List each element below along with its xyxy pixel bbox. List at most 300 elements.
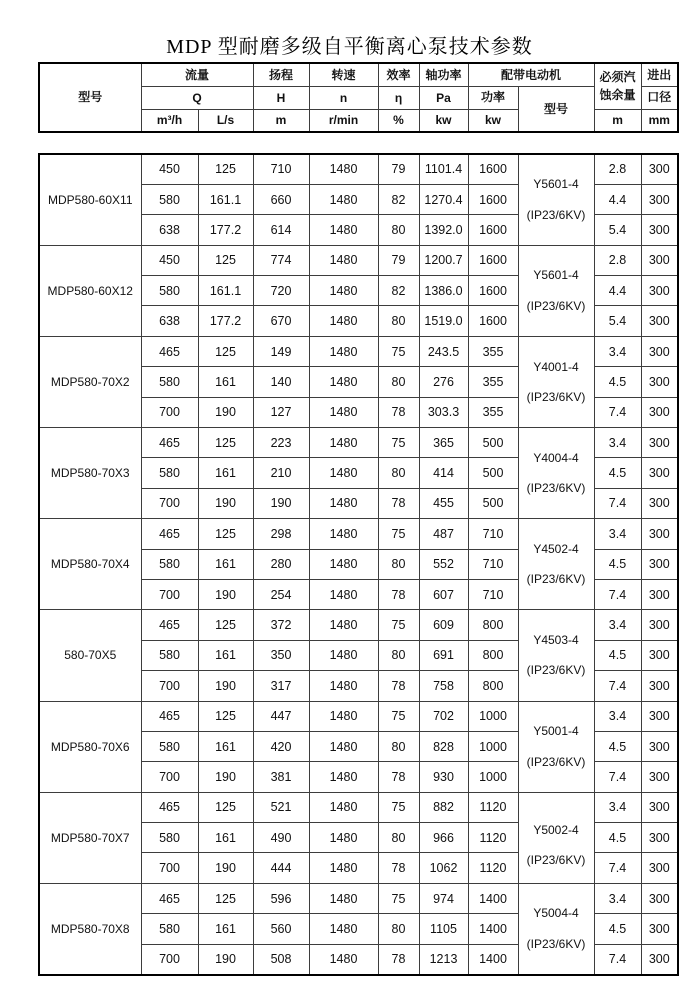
data-cell: 700 — [141, 853, 198, 883]
data-cell: 4.4 — [594, 276, 641, 306]
data-cell: 3.4 — [594, 519, 641, 549]
header-cell-motor-power: 功率 — [468, 86, 518, 109]
data-cell: 700 — [141, 579, 198, 609]
data-cell: 125 — [198, 245, 253, 275]
spec-data-table — [38, 153, 679, 976]
data-cell: 455 — [419, 488, 468, 518]
data-cell: 1270.4 — [419, 184, 468, 214]
data-cell: 300 — [641, 215, 678, 245]
data-cell: 552 — [419, 549, 468, 579]
data-cell: 80 — [378, 731, 419, 761]
data-cell: 190 — [198, 853, 253, 883]
data-cell: 1480 — [309, 762, 378, 792]
data-cell: 300 — [641, 306, 678, 336]
data-cell: 300 — [641, 428, 678, 458]
data-cell: 161 — [198, 367, 253, 397]
data-cell: 82 — [378, 184, 419, 214]
header-cell-flow-unit-ls: L/s — [198, 109, 253, 132]
motor-model-text: Y4001-4 — [533, 359, 579, 374]
data-cell: 1386.0 — [419, 276, 468, 306]
data-cell: 190 — [198, 944, 253, 974]
data-cell: 300 — [641, 184, 678, 214]
data-cell: 465 — [141, 336, 198, 366]
data-cell: 190 — [198, 762, 253, 792]
data-cell: 355 — [468, 397, 518, 427]
motor-model-cell — [518, 701, 594, 792]
motor-protection-text: (IP23/6KV) — [526, 663, 586, 678]
data-cell: 82 — [378, 276, 419, 306]
data-cell: 3.4 — [594, 610, 641, 640]
data-cell: 80 — [378, 367, 419, 397]
data-cell: 930 — [419, 762, 468, 792]
data-cell: 190 — [198, 579, 253, 609]
data-cell: 1480 — [309, 792, 378, 822]
data-cell: 444 — [253, 853, 309, 883]
header-cell-flow-symbol: Q — [141, 86, 253, 109]
data-cell: 177.2 — [198, 215, 253, 245]
header-cell-shaft-power-unit: kw — [419, 109, 468, 132]
header-cell-npsh: 必须汽蚀余量 — [594, 63, 641, 109]
data-cell: 303.3 — [419, 397, 468, 427]
data-cell: 1400 — [468, 914, 518, 944]
data-cell: 1120 — [468, 792, 518, 822]
data-cell: 300 — [641, 245, 678, 275]
data-cell: 1200.7 — [419, 245, 468, 275]
data-cell: 1600 — [468, 215, 518, 245]
data-cell: 700 — [141, 671, 198, 701]
data-cell: 1480 — [309, 671, 378, 701]
motor-protection-text: (IP23/6KV) — [526, 754, 586, 769]
data-cell: 521 — [253, 792, 309, 822]
data-cell: 190 — [253, 488, 309, 518]
data-cell: 1120 — [468, 853, 518, 883]
data-cell: 161.1 — [198, 184, 253, 214]
data-cell: 3.4 — [594, 883, 641, 913]
data-cell: 1600 — [468, 154, 518, 184]
data-cell: 465 — [141, 428, 198, 458]
data-cell: 580 — [141, 184, 198, 214]
data-cell: 1400 — [468, 944, 518, 974]
data-cell: 125 — [198, 701, 253, 731]
data-cell: 882 — [419, 792, 468, 822]
data-cell: 300 — [641, 792, 678, 822]
data-cell: 4.5 — [594, 367, 641, 397]
data-cell: 447 — [253, 701, 309, 731]
data-cell: 1480 — [309, 610, 378, 640]
data-cell: 700 — [141, 944, 198, 974]
data-cell: 1480 — [309, 428, 378, 458]
data-cell: 710 — [468, 549, 518, 579]
data-cell: 974 — [419, 883, 468, 913]
data-cell: 80 — [378, 215, 419, 245]
data-cell: 1480 — [309, 397, 378, 427]
header-cell-motor-power-unit: kw — [468, 109, 518, 132]
data-cell: 580 — [141, 640, 198, 670]
data-cell: 7.4 — [594, 488, 641, 518]
model-cell: 580-70X5 — [39, 610, 141, 701]
data-cell: 508 — [253, 944, 309, 974]
data-cell: 125 — [198, 883, 253, 913]
data-cell: 1480 — [309, 245, 378, 275]
table-row — [39, 154, 678, 184]
motor-model-text: Y4502-4 — [533, 541, 579, 556]
data-cell: 1480 — [309, 579, 378, 609]
data-cell: 300 — [641, 944, 678, 974]
header-cell-flow: 流量 — [141, 63, 253, 86]
motor-model-cell — [518, 428, 594, 519]
model-cell: MDP580-70X7 — [39, 792, 141, 883]
header-cell-head-unit: m — [253, 109, 309, 132]
data-cell: 580 — [141, 458, 198, 488]
data-cell: 1480 — [309, 914, 378, 944]
data-cell: 465 — [141, 883, 198, 913]
motor-model-text: Y4503-4 — [533, 633, 579, 648]
data-cell: 80 — [378, 458, 419, 488]
header-cell-flow-unit-m3h: m³/h — [141, 109, 198, 132]
header-cell-port-line2: 口径 — [641, 86, 678, 109]
data-cell: 300 — [641, 823, 678, 853]
data-cell: 1519.0 — [419, 306, 468, 336]
data-cell: 5.4 — [594, 306, 641, 336]
data-cell: 1600 — [468, 306, 518, 336]
data-cell: 4.5 — [594, 549, 641, 579]
data-cell: 1000 — [468, 731, 518, 761]
data-cell: 1600 — [468, 184, 518, 214]
model-cell: MDP580-70X6 — [39, 701, 141, 792]
data-cell: 3.4 — [594, 701, 641, 731]
data-cell: 355 — [468, 367, 518, 397]
motor-protection-text: (IP23/6KV) — [526, 853, 586, 868]
data-cell: 161 — [198, 914, 253, 944]
data-cell: 78 — [378, 671, 419, 701]
data-cell: 1480 — [309, 640, 378, 670]
table-row — [39, 701, 678, 731]
data-cell: 500 — [468, 428, 518, 458]
data-cell: 7.4 — [594, 671, 641, 701]
model-cell: MDP580-70X8 — [39, 883, 141, 974]
data-cell: 298 — [253, 519, 309, 549]
data-cell: 580 — [141, 276, 198, 306]
data-cell: 450 — [141, 154, 198, 184]
data-cell: 300 — [641, 671, 678, 701]
data-cell: 609 — [419, 610, 468, 640]
data-cell: 1480 — [309, 944, 378, 974]
data-cell: 465 — [141, 792, 198, 822]
data-cell: 161 — [198, 549, 253, 579]
data-cell: 79 — [378, 154, 419, 184]
data-cell: 381 — [253, 762, 309, 792]
data-cell: 7.4 — [594, 853, 641, 883]
page-title: MDP 型耐磨多级自平衡离心泵技术参数 — [166, 36, 533, 58]
data-cell: 691 — [419, 640, 468, 670]
header-cell-speed: 转速 — [309, 63, 378, 86]
data-cell: 300 — [641, 853, 678, 883]
spec-header-table — [38, 62, 679, 133]
model-cell: MDP580-70X2 — [39, 336, 141, 427]
data-cell: 1480 — [309, 336, 378, 366]
data-cell: 7.4 — [594, 762, 641, 792]
header-cell-speed-unit: r/min — [309, 109, 378, 132]
motor-model-cell — [518, 519, 594, 610]
data-cell: 710 — [468, 519, 518, 549]
data-cell: 1120 — [468, 823, 518, 853]
motor-protection-text: (IP23/6KV) — [526, 389, 586, 404]
data-cell: 125 — [198, 610, 253, 640]
data-cell: 80 — [378, 549, 419, 579]
data-cell: 125 — [198, 154, 253, 184]
data-cell: 4.5 — [594, 914, 641, 944]
header-cell-efficiency: 效率 — [378, 63, 419, 86]
data-cell: 3.4 — [594, 792, 641, 822]
data-cell: 720 — [253, 276, 309, 306]
data-cell: 4.5 — [594, 458, 641, 488]
data-cell: 800 — [468, 640, 518, 670]
header-cell-port-line1: 进出 — [641, 63, 678, 86]
data-cell: 450 — [141, 245, 198, 275]
data-cell: 580 — [141, 549, 198, 579]
data-cell: 350 — [253, 640, 309, 670]
data-cell: 660 — [253, 184, 309, 214]
data-cell: 1392.0 — [419, 215, 468, 245]
data-cell: 300 — [641, 397, 678, 427]
data-cell: 580 — [141, 823, 198, 853]
data-cell: 1480 — [309, 519, 378, 549]
data-cell: 7.4 — [594, 944, 641, 974]
data-cell: 670 — [253, 306, 309, 336]
data-cell: 78 — [378, 397, 419, 427]
data-cell: 1062 — [419, 853, 468, 883]
data-cell: 79 — [378, 245, 419, 275]
data-cell: 75 — [378, 701, 419, 731]
data-cell: 140 — [253, 367, 309, 397]
data-cell: 614 — [253, 215, 309, 245]
data-cell: 3.4 — [594, 336, 641, 366]
data-cell: 190 — [198, 488, 253, 518]
data-cell: 1600 — [468, 276, 518, 306]
data-cell: 465 — [141, 701, 198, 731]
motor-model-text: Y5004-4 — [533, 906, 579, 921]
data-cell: 1600 — [468, 245, 518, 275]
data-cell: 1480 — [309, 215, 378, 245]
data-cell: 596 — [253, 883, 309, 913]
data-cell: 700 — [141, 397, 198, 427]
data-cell: 125 — [198, 792, 253, 822]
motor-protection-text: (IP23/6KV) — [526, 481, 586, 496]
data-cell: 1000 — [468, 701, 518, 731]
data-cell: 317 — [253, 671, 309, 701]
data-cell: 1480 — [309, 701, 378, 731]
header-row-1 — [39, 63, 678, 86]
table-row — [39, 245, 678, 275]
motor-model-cell — [518, 245, 594, 336]
header-cell-port-unit: mm — [641, 109, 678, 132]
motor-model-text: Y5601-4 — [533, 177, 579, 192]
data-cell: 125 — [198, 428, 253, 458]
table-row — [39, 610, 678, 640]
data-cell: 1480 — [309, 883, 378, 913]
data-cell: 1480 — [309, 823, 378, 853]
header-cell-efficiency-symbol: η — [378, 86, 419, 109]
table-row — [39, 883, 678, 913]
motor-model-text: Y4004-4 — [533, 450, 579, 465]
data-cell: 372 — [253, 610, 309, 640]
data-cell: 1480 — [309, 853, 378, 883]
data-cell: 638 — [141, 215, 198, 245]
data-cell: 80 — [378, 914, 419, 944]
header-cell-efficiency-unit: % — [378, 109, 419, 132]
data-cell: 580 — [141, 914, 198, 944]
data-cell: 1213 — [419, 944, 468, 974]
data-cell: 161.1 — [198, 276, 253, 306]
data-cell: 300 — [641, 154, 678, 184]
data-cell: 300 — [641, 762, 678, 792]
data-cell: 127 — [253, 397, 309, 427]
data-cell: 7.4 — [594, 397, 641, 427]
data-cell: 161 — [198, 823, 253, 853]
motor-protection-text: (IP23/6KV) — [526, 207, 586, 222]
data-cell: 465 — [141, 519, 198, 549]
data-cell: 75 — [378, 792, 419, 822]
data-cell: 300 — [641, 367, 678, 397]
data-cell: 710 — [253, 154, 309, 184]
data-cell: 1000 — [468, 762, 518, 792]
data-cell: 7.4 — [594, 579, 641, 609]
data-cell: 1400 — [468, 883, 518, 913]
motor-protection-text: (IP23/6KV) — [526, 936, 586, 951]
header-cell-model: 型号 — [39, 63, 141, 132]
data-cell: 75 — [378, 428, 419, 458]
data-cell: 300 — [641, 883, 678, 913]
data-cell: 190 — [198, 397, 253, 427]
data-cell: 1480 — [309, 154, 378, 184]
data-cell: 365 — [419, 428, 468, 458]
data-cell: 828 — [419, 731, 468, 761]
data-cell: 580 — [141, 731, 198, 761]
data-cell: 78 — [378, 579, 419, 609]
motor-model-text: Y5601-4 — [533, 268, 579, 283]
data-cell: 300 — [641, 276, 678, 306]
data-cell: 78 — [378, 488, 419, 518]
data-cell: 5.4 — [594, 215, 641, 245]
data-cell: 75 — [378, 883, 419, 913]
data-cell: 300 — [641, 458, 678, 488]
data-cell: 702 — [419, 701, 468, 731]
table-row — [39, 428, 678, 458]
motor-protection-text: (IP23/6KV) — [526, 298, 586, 313]
data-cell: 243.5 — [419, 336, 468, 366]
data-cell: 80 — [378, 306, 419, 336]
data-cell: 1101.4 — [419, 154, 468, 184]
spec-table-body — [39, 154, 678, 975]
data-cell: 223 — [253, 428, 309, 458]
data-cell: 177.2 — [198, 306, 253, 336]
data-cell: 1480 — [309, 184, 378, 214]
table-row — [39, 336, 678, 366]
table-row — [39, 792, 678, 822]
header-cell-shaft-power: 轴功率 — [419, 63, 468, 86]
model-cell: MDP580-60X12 — [39, 245, 141, 336]
data-cell: 4.5 — [594, 823, 641, 853]
header-cell-head-symbol: H — [253, 86, 309, 109]
data-cell: 3.4 — [594, 428, 641, 458]
data-cell: 580 — [141, 367, 198, 397]
motor-model-cell — [518, 154, 594, 245]
header-cell-motor: 配带电动机 — [468, 63, 594, 86]
model-cell: MDP580-70X4 — [39, 519, 141, 610]
data-cell: 966 — [419, 823, 468, 853]
data-cell: 2.8 — [594, 154, 641, 184]
data-cell: 500 — [468, 488, 518, 518]
data-cell: 758 — [419, 671, 468, 701]
data-cell: 300 — [641, 579, 678, 609]
data-cell: 4.5 — [594, 640, 641, 670]
data-cell: 500 — [468, 458, 518, 488]
data-cell: 75 — [378, 519, 419, 549]
data-cell: 190 — [198, 671, 253, 701]
data-cell: 4.4 — [594, 184, 641, 214]
data-cell: 254 — [253, 579, 309, 609]
motor-model-cell — [518, 883, 594, 974]
data-cell: 300 — [641, 610, 678, 640]
data-cell: 1480 — [309, 731, 378, 761]
motor-model-cell — [518, 792, 594, 883]
data-cell: 300 — [641, 488, 678, 518]
data-cell: 125 — [198, 519, 253, 549]
header-cell-head: 扬程 — [253, 63, 309, 86]
model-cell: MDP580-70X3 — [39, 428, 141, 519]
header-cell-motor-model: 型号 — [518, 86, 594, 132]
motor-model-cell — [518, 610, 594, 701]
motor-model-text: Y5002-4 — [533, 822, 579, 837]
data-cell: 80 — [378, 823, 419, 853]
data-cell: 607 — [419, 579, 468, 609]
data-cell: 75 — [378, 336, 419, 366]
data-cell: 300 — [641, 519, 678, 549]
data-cell: 161 — [198, 458, 253, 488]
data-cell: 161 — [198, 731, 253, 761]
data-cell: 161 — [198, 640, 253, 670]
motor-model-text: Y5001-4 — [533, 724, 579, 739]
data-cell: 1105 — [419, 914, 468, 944]
model-cell: MDP580-60X11 — [39, 154, 141, 245]
data-cell: 210 — [253, 458, 309, 488]
data-cell: 774 — [253, 245, 309, 275]
motor-model-cell — [518, 336, 594, 427]
data-cell: 78 — [378, 853, 419, 883]
header-cell-npsh-unit: m — [594, 109, 641, 132]
data-cell: 75 — [378, 610, 419, 640]
data-cell: 420 — [253, 731, 309, 761]
data-cell: 300 — [641, 640, 678, 670]
data-cell: 300 — [641, 336, 678, 366]
data-cell: 355 — [468, 336, 518, 366]
data-cell: 700 — [141, 488, 198, 518]
data-cell: 560 — [253, 914, 309, 944]
data-cell: 1480 — [309, 276, 378, 306]
data-cell: 1480 — [309, 488, 378, 518]
data-cell: 149 — [253, 336, 309, 366]
data-cell: 276 — [419, 367, 468, 397]
data-cell: 700 — [141, 762, 198, 792]
data-cell: 800 — [468, 671, 518, 701]
data-cell: 78 — [378, 944, 419, 974]
data-cell: 80 — [378, 640, 419, 670]
motor-protection-text: (IP23/6KV) — [526, 572, 586, 587]
data-cell: 280 — [253, 549, 309, 579]
data-cell: 1480 — [309, 549, 378, 579]
data-cell: 1480 — [309, 458, 378, 488]
table-row — [39, 519, 678, 549]
